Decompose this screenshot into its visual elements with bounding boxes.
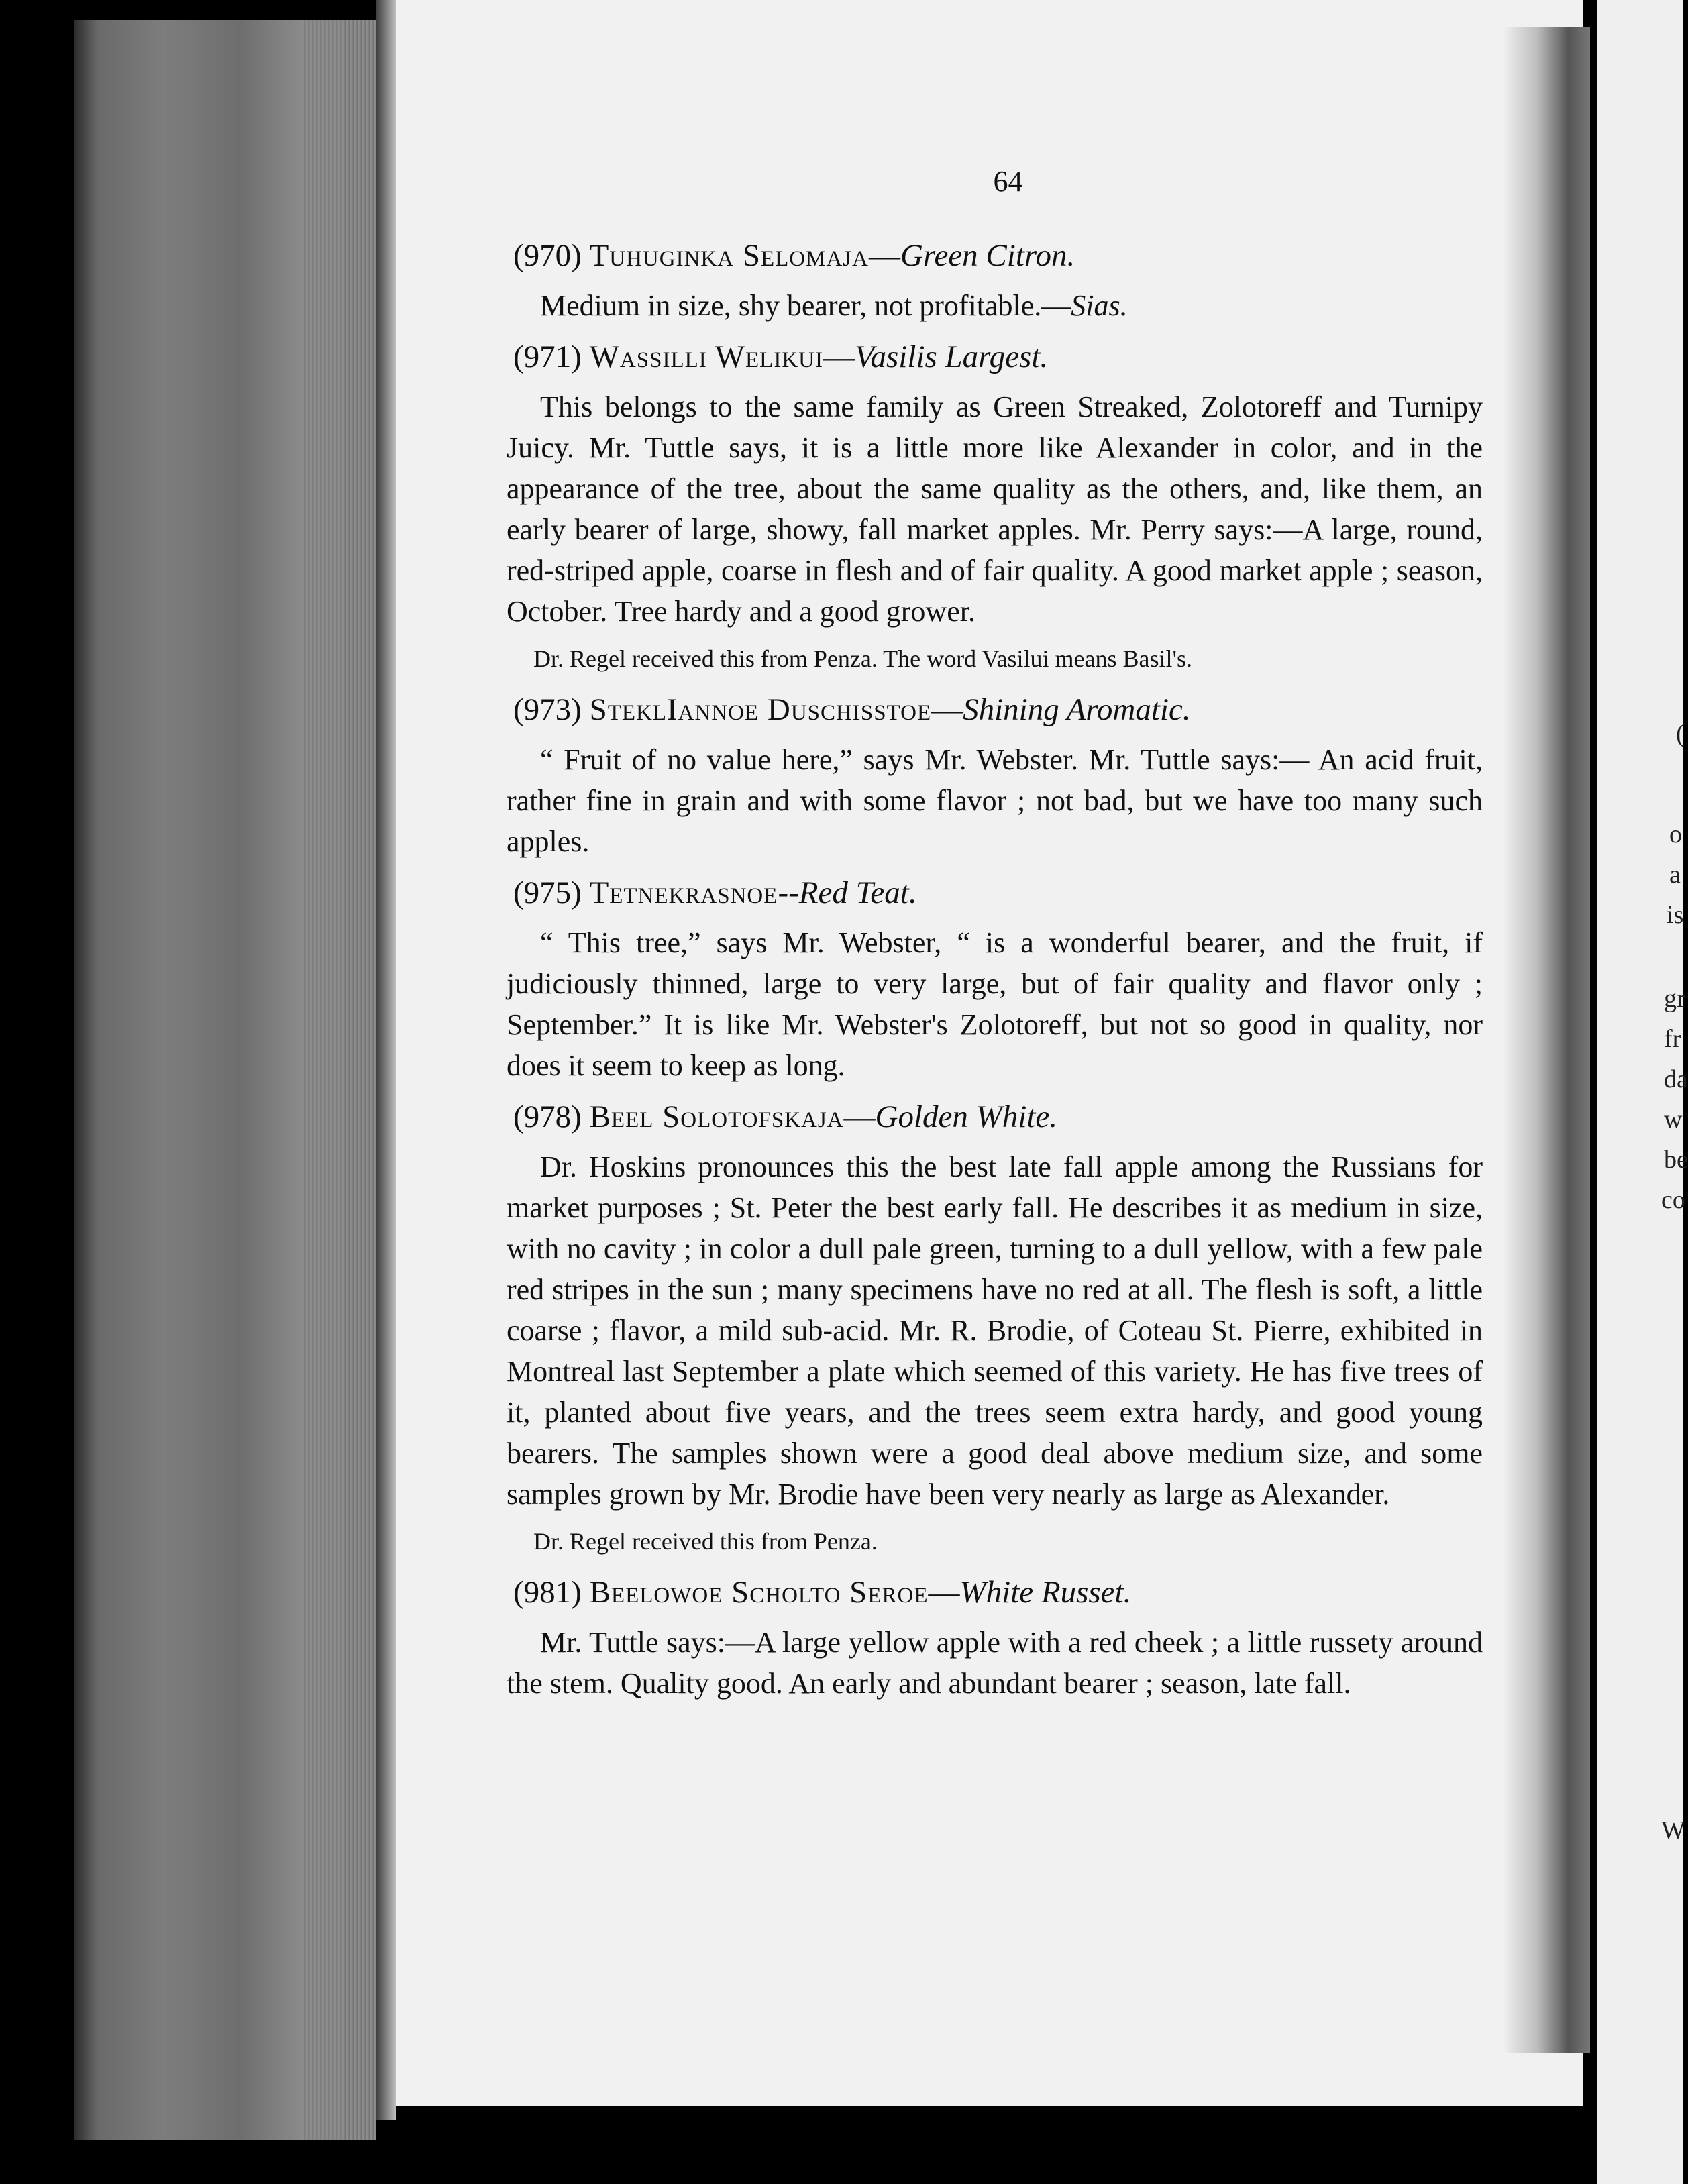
russian-name: Beel Solotofskaja bbox=[589, 1099, 844, 1134]
next-page-fragment: gr bbox=[1664, 985, 1685, 1013]
russian-name: SteklIannoe Duschisstoe bbox=[589, 692, 932, 727]
english-name: Shining Aromatic. bbox=[963, 692, 1191, 727]
next-page-edge bbox=[1597, 0, 1688, 2184]
heading-dash: — bbox=[868, 238, 900, 273]
entry-note: Dr. Regel received this from Penza. bbox=[533, 1528, 878, 1555]
entry-number: (975) bbox=[513, 875, 582, 910]
variety-entry bbox=[507, 335, 1483, 676]
variety-entry bbox=[507, 234, 1483, 326]
page-content bbox=[507, 161, 1483, 1713]
russian-name: Tetnekrasnoe bbox=[589, 875, 778, 910]
entry-heading bbox=[513, 335, 1483, 378]
entry-paragraph: “ This tree,” says Mr. Webster, “ is a wonderful bearer, and the fruit, if judiciously thinned, large to very large, but of fair quality and flavor only ; September.” It is like Mr. Webster's Zolotoreff, but not so good in quality, nor does it seem to keep as long. bbox=[507, 926, 1483, 1082]
entry-paragraph bbox=[507, 285, 1483, 326]
english-name: Vasilis Largest. bbox=[854, 339, 1049, 374]
entry-number: (971) bbox=[513, 339, 582, 374]
english-name: Red Teat. bbox=[798, 875, 917, 910]
page-edges-texture bbox=[302, 20, 376, 2140]
entry-heading bbox=[513, 1571, 1483, 1614]
page-number: 64 bbox=[993, 165, 1023, 198]
russian-name: Beelowoe Scholto Seroe bbox=[589, 1575, 929, 1610]
variety-entry bbox=[507, 1095, 1483, 1559]
entry-heading bbox=[513, 871, 1483, 914]
next-page-fragment: w bbox=[1664, 1105, 1683, 1134]
variety-entry bbox=[507, 688, 1483, 862]
gutter-shadow bbox=[376, 0, 396, 2120]
entry-number: (973) bbox=[513, 692, 582, 727]
entry-paragraph: Mr. Tuttle says:—A large yellow apple with a red cheek ; a little russety around the stem. Quality good. An early and abundant bearer ; season, late fall. bbox=[507, 1626, 1483, 1700]
paragraph-text: Medium in size, shy bearer, not profitable.— bbox=[540, 289, 1071, 322]
russian-name: Tuhuginka Selomaja bbox=[589, 238, 869, 273]
book-page-edges bbox=[74, 20, 376, 2140]
entry-heading bbox=[513, 688, 1483, 731]
next-page-fragment: o bbox=[1669, 820, 1682, 849]
entry-number: (978) bbox=[513, 1099, 582, 1134]
heading-dash: — bbox=[928, 1575, 960, 1610]
english-name: Golden White. bbox=[875, 1099, 1058, 1134]
entry-heading bbox=[513, 234, 1483, 277]
next-page-fragment: be bbox=[1664, 1146, 1688, 1174]
next-page-fragment: da bbox=[1664, 1065, 1688, 1093]
heading-dash: — bbox=[843, 1099, 876, 1134]
variety-entry bbox=[507, 871, 1483, 1086]
heading-dash: — bbox=[931, 692, 963, 727]
russian-name: Wassilli Welikui bbox=[589, 339, 823, 374]
entry-paragraph: This belongs to the same family as Green Streaked, Zolotoreff and Turnipy Juicy. Mr. Tuttle says, it is a little more like Alexander in color, and in the appearance of the tree, about the same quality as the others, and, like them, an early bearer of large, showy, fall market apples. Mr. Perry says:—A large, round, red-striped apple, coarse in flesh and of fair quality. A good market apple ; season, October. Tree hardy and a good grower. bbox=[507, 390, 1483, 628]
english-name: Green Citron. bbox=[900, 238, 1075, 273]
entry-paragraph: “ Fruit of no value here,” says Mr. Webster. Mr. Tuttle says:— An acid fruit, rather fine in grain and with some flavor ; not bad, but we have too many such apples. bbox=[507, 743, 1483, 858]
heading-dash: -- bbox=[778, 875, 799, 910]
next-page-fragment: fr bbox=[1664, 1025, 1681, 1053]
english-name: White Russet. bbox=[959, 1575, 1132, 1610]
next-page-fragment: ( bbox=[1676, 720, 1685, 748]
entry-number: (981) bbox=[513, 1575, 582, 1610]
next-page-fragment: a bbox=[1669, 861, 1681, 889]
entry-heading bbox=[513, 1095, 1483, 1138]
next-page-fragment: W bbox=[1661, 1816, 1685, 1845]
entry-note: Dr. Regel received this from Penza. The word Vasilui means Basil's. bbox=[533, 645, 1192, 672]
book-binding-shadow bbox=[1503, 27, 1590, 2053]
next-page-fragment: co bbox=[1661, 1186, 1685, 1214]
next-page-fragment: is bbox=[1667, 901, 1684, 929]
entry-paragraph: Dr. Hoskins pronounces this the best late fall apple among the Russians for market purposes ; St. Peter the best early fall. He describes it as medium in size, with no cavity ; in color a dull pale green, turning to a dull yellow, with a few pale red stripes in the sun ; many specimens have no red at all. The flesh is soft, a little coarse ; flavor, a mild sub-acid. Mr. R. Brodie, of Coteau St. Pierre, exhibited in Montreal last September a plate which seemed of this variety. He has five trees of it, planted about five years, and the trees seem extra hardy, and good young bearers. The samples shown were a good deal above medium size, and some samples grown by Mr. Brodie have been very nearly as large as Alexander. bbox=[507, 1150, 1483, 1511]
attribution: Sias. bbox=[1071, 289, 1128, 322]
entry-number: (970) bbox=[513, 238, 582, 273]
heading-dash: — bbox=[823, 339, 855, 374]
variety-entry bbox=[507, 1571, 1483, 1704]
